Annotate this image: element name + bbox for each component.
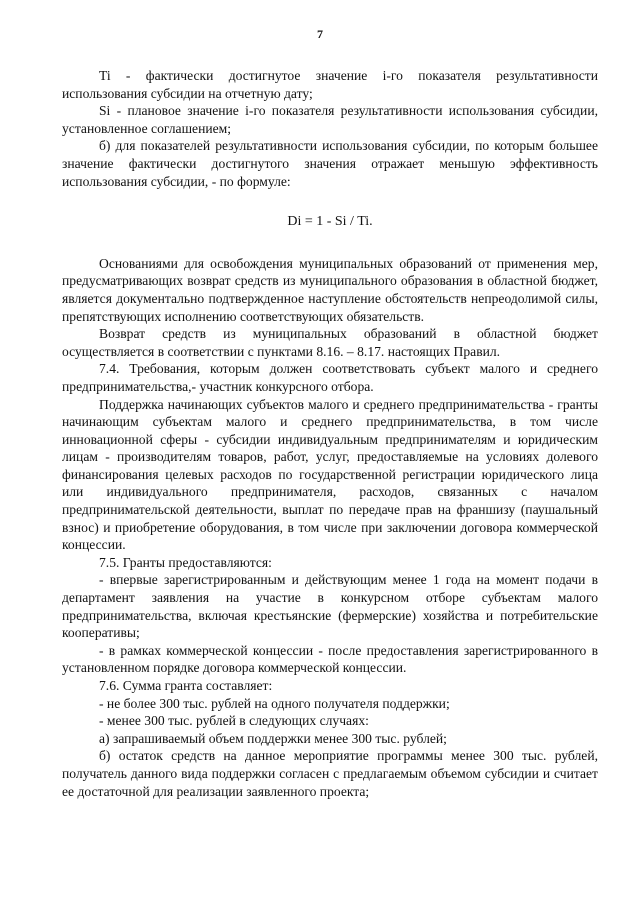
paragraph-7-5: 7.5. Гранты предоставляются: (99, 554, 272, 570)
list-item-max-300: - не более 300 тыс. рублей на одного получателя поддержки; (99, 695, 450, 711)
paragraph-7-6: 7.6. Сумма гранта составляет: (99, 678, 273, 693)
paragraph-7-4: 7.4. Требования, которым должен соответствовать субъект малого и среднего предпринимательства,- участник конкурсного отбора. (62, 361, 598, 394)
paragraph-formula-intro: б) для показателей результативности использования субсидии, по которым большее значение фактически достигнутого значения отражает меньшую эффективность использования субсидии, - по формуле: (62, 138, 598, 189)
paragraph-si-definition: Si - плановое значение i-го показателя результативности использования субсидии, установленное соглашением; (62, 103, 598, 136)
list-item-less-300: - менее 300 тыс. рублей в следующих случаях: (99, 713, 369, 729)
paragraph-ti-definition: Ti - фактически достигнутое значение i-го показателя результативности использования субсидии на отчетную дату; (62, 68, 598, 101)
list-item-a: а) запрашиваемый объем поддержки менее 300 тыс. рублей; (99, 730, 447, 746)
document-body (62, 67, 598, 800)
paragraph-exemption-grounds: Основаниями для освобождения муниципальных образований от применения мер, предусматривающих возврат средств из муниципального образования в областной бюджет, является документально подтвержденное наступление обстоятельств непреодолимой силы, препятствующих исполнению соответствующих обязательств. (62, 255, 598, 324)
list-item-b: б) остаток средств на данное мероприятие программы менее 300 тыс. рублей, получатель данного вида поддержки согласен с предлагаемым объемом субсидии и считает ее достаточной для реализации заявленного проекта; (62, 748, 598, 799)
list-item-first-registered: - впервые зарегистрированным и действующим менее 1 года на момент подачи в департамент заявления на участие в конкурсном отборе субъектам малого предпринимательства, включая крестьянские (фермерские) хозяйства и потребительские кооперативы; (62, 572, 598, 641)
page-number: 7 (317, 27, 323, 41)
list-item-franchise: - в рамках коммерческой концессии - после предоставления зарегистрированного в установленном порядке договора коммерческой концессии. (62, 642, 598, 676)
paragraph-refund: Возврат средств из муниципальных образований в областной бюджет осуществляется в соответствии с пунктами 8.16. – 8.17. настоящих Правил. (62, 326, 598, 359)
formula-di: Di = 1 - Si / Ti. (287, 214, 373, 230)
paragraph-support-grants: Поддержка начинающих субъектов малого и среднего предпринимательства - гранты начинающим субъектам малого и среднего предпринимательства, в том числе инновационной сферы - субсидии индивидуальным предпринимателям и юридическим лицам - производителям товаров, работ, услуг, предоставляемые на условиях долевого финансирования целевых расходов по государственной регистрации юридического лица или индивидуального предпринимателя, расходов, связанных с началом предпринимательской деятельности, выплат по передаче прав на франшизу (паушальный взнос) и приобретение оборудования, в том числе при заключении договора коммерческой концессии. (62, 396, 598, 553)
